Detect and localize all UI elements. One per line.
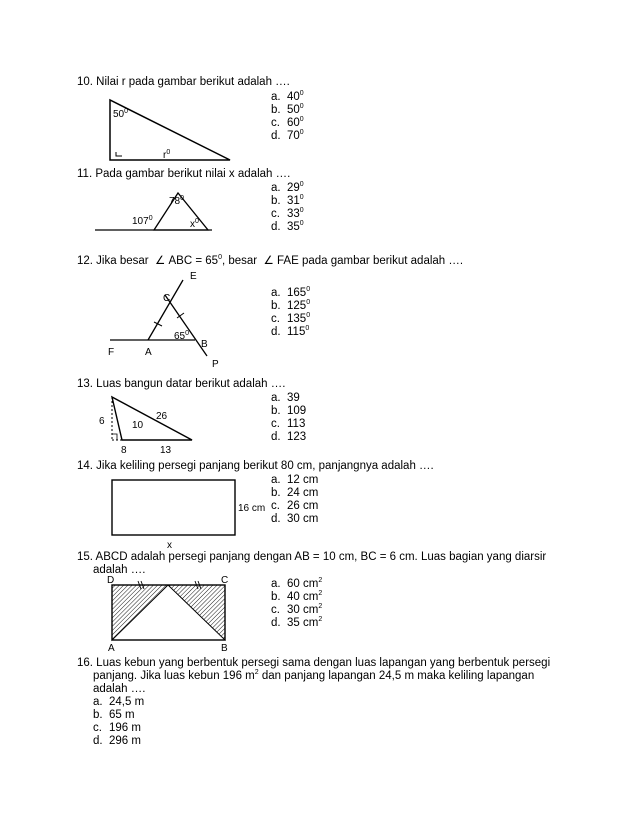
q14-option-d[interactable]: d. 30 cm bbox=[271, 513, 319, 525]
q12-option-a[interactable]: a. $165^0$ bbox=[271, 286, 311, 299]
q11-option-c[interactable]: c. $33^0$ bbox=[271, 207, 304, 220]
q12-label-F: F bbox=[108, 347, 115, 358]
q11-x-angle: $x^0$ bbox=[190, 218, 199, 230]
q15-option-c[interactable]: c. 30 $cm^2$ bbox=[271, 603, 323, 616]
q15-option-b[interactable]: b. 40 $cm^2$ bbox=[271, 590, 323, 603]
q16-text-line3: adalah …. bbox=[93, 683, 146, 695]
q14-text: 14. Jika keliling persegi panjang berikut 80 cm, panjangnya adalah …. bbox=[77, 460, 434, 472]
q10-option-b[interactable]: b. $50^0$ bbox=[271, 103, 304, 116]
q14-option-c[interactable]: c. 26 cm bbox=[271, 500, 319, 512]
angle-symbol: ∠ bbox=[263, 255, 274, 267]
q12-angle-label: $65^0$ bbox=[174, 330, 190, 342]
q12-label-E: E bbox=[190, 271, 197, 282]
q16-option-b[interactable]: b. 65 m bbox=[93, 709, 135, 721]
q13-option-c[interactable]: c. 113 bbox=[271, 418, 306, 430]
q15-label-B: B bbox=[221, 643, 228, 654]
q14-option-b[interactable]: b. 24 cm bbox=[271, 487, 319, 499]
q16-option-c[interactable]: c. 196 m bbox=[93, 722, 141, 734]
q11-option-a[interactable]: a. $29^0$ bbox=[271, 181, 304, 194]
q11-exterior-angle: $107^0$ bbox=[132, 215, 153, 227]
q13-option-a[interactable]: a. 39 bbox=[271, 392, 300, 404]
q14-width-label: 16 cm bbox=[238, 503, 266, 514]
q11-apex-angle: $78^0$ bbox=[169, 195, 185, 207]
q10-option-a[interactable]: a. $40^0$ bbox=[271, 90, 304, 103]
q16-text-line2: panjang. Jika luas kebun 196 $m^2$ dan panjang lapangan 24,5 m maka keliling lapangan bbox=[93, 669, 535, 682]
q12-label-A: A bbox=[145, 347, 152, 358]
q15-label-C: C bbox=[221, 575, 229, 586]
q15-shaded-right bbox=[168, 585, 225, 640]
angle-symbol: ∠ bbox=[155, 255, 166, 267]
q12-option-b[interactable]: b. $125^0$ bbox=[271, 299, 311, 312]
q13-label-b2: 13 bbox=[160, 445, 172, 456]
q10-option-c[interactable]: c. $60^0$ bbox=[271, 116, 304, 129]
q13-option-d[interactable]: d. 123 bbox=[271, 431, 307, 443]
q13-label-h: 6 bbox=[99, 416, 105, 427]
q12-option-d[interactable]: d. $115^0$ bbox=[271, 325, 310, 338]
q12-label-B: B bbox=[201, 339, 208, 350]
q12-label-P: P bbox=[212, 359, 219, 370]
q10-top-angle: $50^0$ bbox=[113, 108, 129, 120]
q13-text: 13. Luas bangun datar berikut adalah …. bbox=[77, 378, 286, 390]
q13-label-s1: 10 bbox=[132, 420, 144, 431]
q12-label-C: C bbox=[163, 293, 171, 304]
q14-option-a[interactable]: a. 12 cm bbox=[271, 474, 319, 486]
q15-option-d[interactable]: d. 35 $cm^2$ bbox=[271, 616, 323, 629]
q13-label-s2: 26 bbox=[156, 411, 168, 422]
q10-text: 10. Nilai r pada gambar berikut adalah …. bbox=[77, 76, 290, 88]
q15-text-line2: adalah …. bbox=[93, 564, 146, 576]
q15-option-a[interactable]: a. 60 $cm^2$ bbox=[271, 577, 323, 590]
q13-option-b[interactable]: b. 109 bbox=[271, 405, 307, 417]
q14-length-label: x bbox=[167, 540, 172, 551]
q15-label-D: D bbox=[107, 575, 115, 586]
q15-text-line1: 15. ABCD adalah persegi panjang dengan AB = 10 cm, BC = 6 cm. Luas bagian yang diarsir bbox=[77, 551, 547, 563]
q13-label-b1: 8 bbox=[121, 445, 127, 456]
q10-bottom-angle: $r^0$ bbox=[163, 149, 171, 161]
q16-option-a[interactable]: a. 24,5 m bbox=[93, 696, 145, 708]
q16-option-d[interactable]: d. 296 m bbox=[93, 735, 141, 747]
q11-text: 11. Pada gambar berikut nilai x adalah …. bbox=[77, 168, 291, 180]
q11-option-d[interactable]: d. $35^0$ bbox=[271, 220, 304, 233]
q15-label-A: A bbox=[108, 643, 115, 654]
q10-option-d[interactable]: d. $70^0$ bbox=[271, 129, 304, 142]
q15-shaded-left bbox=[112, 585, 168, 640]
q12-text: 12. Jika besar ∠ ABC = $65^0$, besar ∠ FAE pada gambar berikut adalah …. bbox=[77, 254, 464, 267]
q11-option-b[interactable]: b. $31^0$ bbox=[271, 194, 304, 207]
q12-option-c[interactable]: c. $135^0$ bbox=[271, 312, 311, 325]
q16-text-line1: 16. Luas kebun yang berbentuk persegi sama dengan luas lapangan yang berbentuk persegi bbox=[77, 657, 551, 669]
